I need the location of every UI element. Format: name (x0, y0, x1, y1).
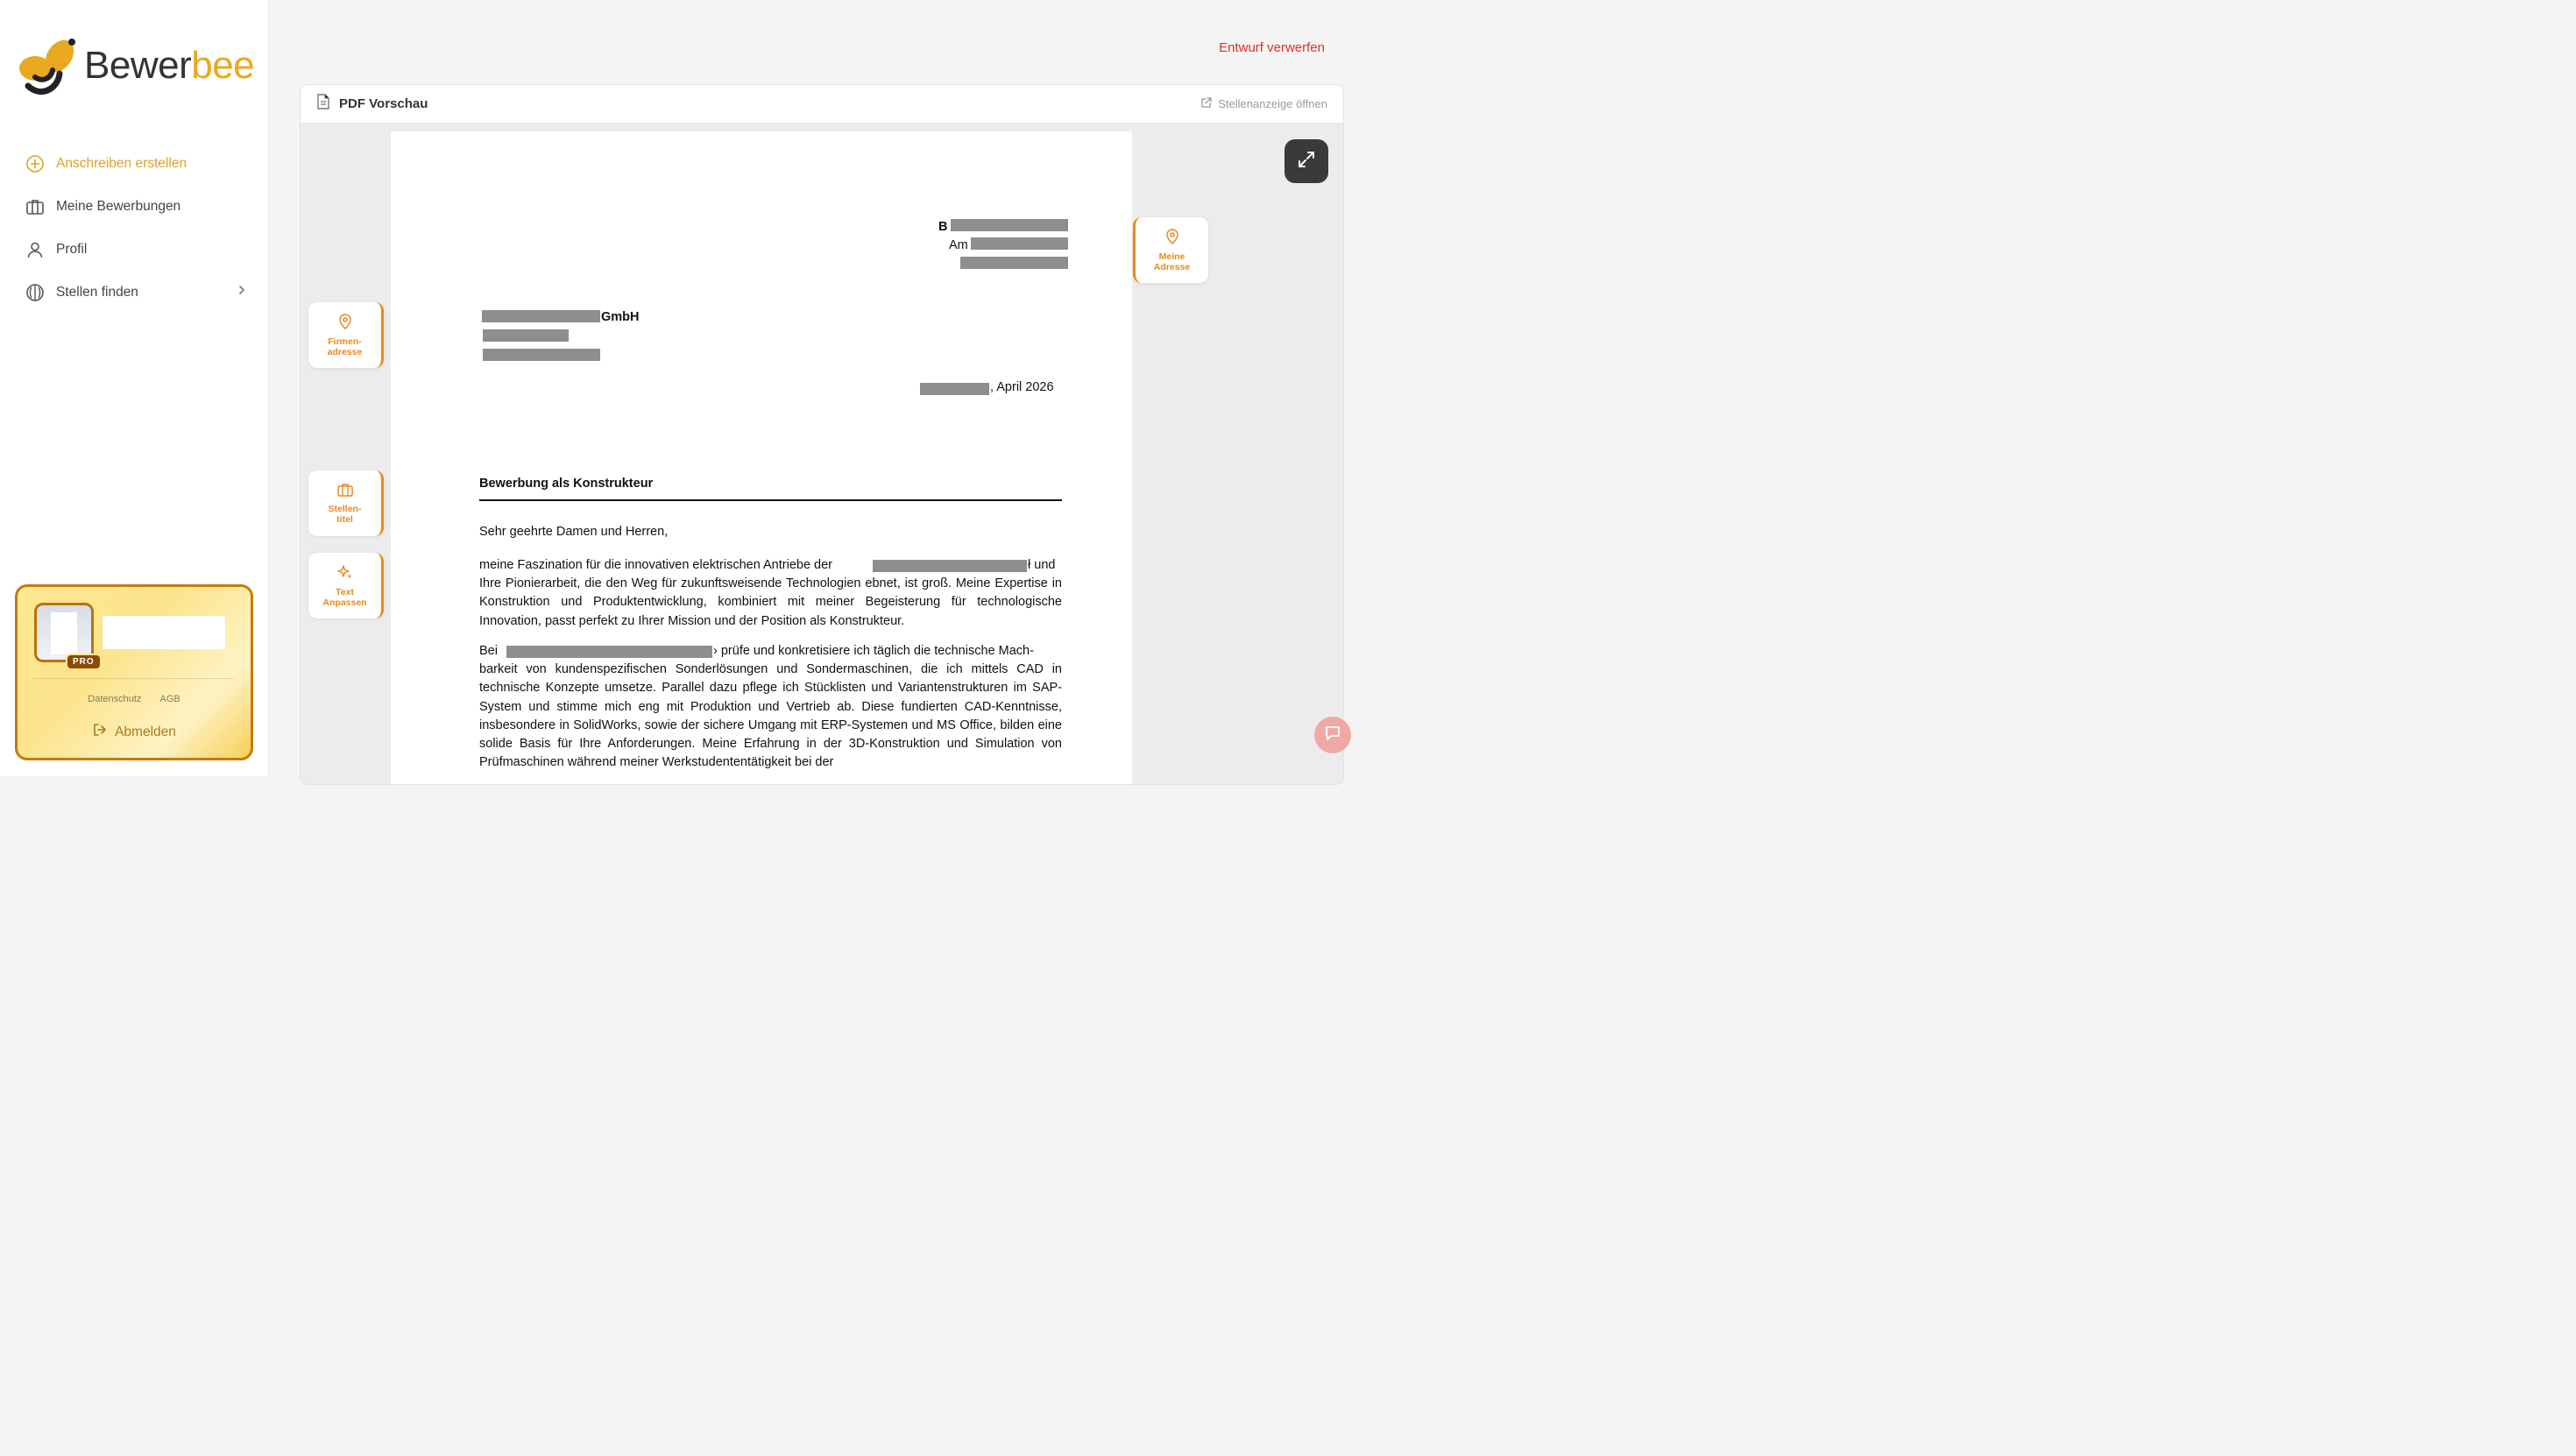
letter-date: , April 2026 (990, 380, 1054, 394)
discard-draft-button[interactable]: Entwurf verwerfen (1219, 40, 1325, 55)
nav-item-label: Meine Bewerbungen (56, 198, 181, 214)
tab-label-line1: Stellen- (328, 503, 362, 514)
privacy-link[interactable]: Datenschutz (88, 694, 142, 704)
sparkles-icon (337, 564, 353, 587)
card-divider (33, 678, 235, 679)
redacted-company-ref (873, 560, 1027, 572)
open-job-posting-link[interactable] (1200, 96, 1327, 111)
text-adjust-tab[interactable] (308, 553, 384, 618)
briefcase-icon (337, 483, 353, 504)
tab-label-line2: Adresse (1153, 261, 1191, 272)
redacted-sender-street (971, 237, 1068, 250)
user-icon (25, 239, 46, 260)
pdf-preview-panel (300, 84, 1344, 785)
sender-line-1: B (938, 220, 948, 234)
terms-link[interactable]: AGB (159, 694, 180, 704)
redacted-company-city (483, 349, 600, 361)
job-title-tab[interactable] (308, 470, 384, 536)
external-link-icon (1200, 96, 1213, 111)
nav-item-find-jobs[interactable] (25, 271, 248, 314)
tab-label-line2: titel (336, 513, 353, 525)
redacted-date-place (920, 383, 989, 395)
subject-divider (479, 499, 1062, 501)
nav-item-label: Stellen finden (56, 284, 138, 300)
brand-name: Bewerbee (84, 44, 255, 87)
expand-icon (1296, 149, 1317, 174)
preview-header (301, 85, 1343, 124)
main-nav (25, 142, 248, 314)
nav-item-my-applications[interactable] (25, 185, 248, 228)
plus-circle-icon (25, 153, 46, 174)
nav-item-label: Anschreiben erstellen (56, 155, 188, 171)
document-icon (316, 94, 330, 114)
sender-line-2: Am (949, 238, 968, 252)
pro-badge: PRO (66, 654, 102, 670)
company-suffix: GmbH (601, 310, 640, 324)
nav-item-create-letter[interactable] (25, 142, 248, 185)
user-name-redacted (103, 616, 225, 649)
open-job-posting-label: Stellenanzeige öffnen (1218, 97, 1327, 110)
tab-label-line1: Meine (1158, 251, 1185, 262)
bee-logo-icon (16, 35, 81, 96)
letter-paragraph-2: barkeit von kundenspezifischen Sonderlösungen und Sondermaschinen, die ich mittels CAD in technische Konzepte umsetze. Parallel dazu pflege ich Stücklisten und Variantenstrukturen im SAP-System und stimme mich eng mit Produktion und Vertrieb ab. Diese fundierten CAD-Kenntnisse, insbesondere in SolidWorks, sowie der sichere Umgang mit ERP-Systemen und MS Office, bilden eine solide Basis für Ihre Anforderungen. Meine Erfahrung in der 3D-Konstruktion und Simulation von Prüfmaschinen während meiner Werkstudententätigkeit bei der (479, 662, 1062, 770)
user-card (15, 584, 253, 760)
redacted-employer (506, 646, 712, 658)
logout-label: Abmelden (115, 724, 176, 739)
letter-subject: Bewerbung als Konstrukteur (479, 477, 654, 491)
letter-greeting: Sehr geehrte Damen und Herren, (479, 525, 669, 539)
footer-links (18, 694, 251, 704)
redacted-company-name (482, 310, 600, 322)
tab-label-line1: Text (336, 586, 354, 597)
map-pin-icon (1165, 229, 1179, 251)
logout-icon (92, 722, 108, 742)
my-address-tab[interactable] (1133, 217, 1208, 283)
chat-button[interactable] (1314, 717, 1351, 753)
redacted-sender-name (951, 219, 1068, 231)
letter-page (391, 131, 1132, 785)
para1-continuation: ł und (1028, 558, 1056, 572)
nav-item-label: Profil (56, 241, 88, 257)
briefcase-icon (25, 196, 46, 217)
redacted-sender-city (960, 257, 1068, 269)
fullscreen-button[interactable] (1284, 139, 1328, 183)
preview-title: PDF Vorschau (339, 96, 428, 111)
redacted-company-street (483, 329, 569, 342)
para1-start: meine Faszination für die innovativen elektrischen Antriebe der (479, 558, 833, 572)
map-pin-icon (338, 314, 352, 336)
letter-paragraph-1: Ihre Pionierarbeit, die den Weg für zukunftsweisende Technologien ebnet, ist groß. Meine Expertise in Konstruktion und Produktentwicklung, kombiniert mit meiner Begeisterung für technologische Innovation, passt perfekt zu Ihrer Mission und der Position als Konstrukteur. (479, 576, 1062, 628)
chat-bubble-icon (1323, 724, 1342, 747)
brain-icon (25, 282, 46, 303)
chevron-right-icon (236, 284, 248, 300)
logout-button[interactable] (18, 722, 251, 742)
para2-start: Bei (479, 644, 498, 658)
nav-item-profile[interactable] (25, 228, 248, 271)
sidebar (0, 0, 269, 776)
brand-logo[interactable] (16, 35, 254, 96)
para2-continuation: › prüfe und konkretisiere ich täglich die technische Mach- (713, 644, 1034, 658)
tab-label-line2: Anpassen (322, 597, 367, 608)
company-address-tab[interactable] (308, 302, 384, 368)
tab-label-line2: adresse (327, 346, 363, 357)
tab-label-line1: Firmen- (328, 336, 362, 347)
